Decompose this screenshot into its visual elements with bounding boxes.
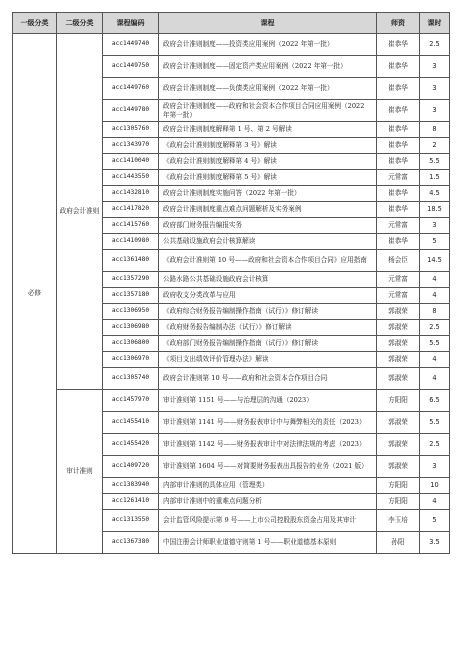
teacher-cell: 郭淑荣 xyxy=(377,456,420,478)
course-code-cell: acc1409720 xyxy=(103,456,159,478)
header-cat1: 一级分类 xyxy=(13,13,57,34)
course-title-cell: 政府会计准则制度重点难点问题解析及实务案例 xyxy=(159,202,377,218)
course-code-cell: acc1449780 xyxy=(103,100,159,122)
hours-cell: 5.5 xyxy=(420,412,450,434)
hours-cell: 4 xyxy=(420,272,450,288)
hours-cell: 8 xyxy=(420,304,450,320)
course-title-cell: 公路水路公共基础设施政府会计核算 xyxy=(159,272,377,288)
course-title-cell: 《政府会计准则第 10 号——政府和社会资本合作项目合同》应用指南 xyxy=(159,250,377,272)
hours-cell: 3 xyxy=(420,218,450,234)
teacher-cell: 崔恭华 xyxy=(377,100,420,122)
course-code-cell: acc1367380 xyxy=(103,532,159,554)
course-code-cell: acc1305760 xyxy=(103,122,159,138)
teacher-cell: 李玉培 xyxy=(377,510,420,532)
teacher-cell: 孙阳 xyxy=(377,532,420,554)
course-title-cell: 会计监管风险提示第 9 号——上市公司控股股东资金占用及其审计 xyxy=(159,510,377,532)
course-code-cell: acc1313550 xyxy=(103,510,159,532)
teacher-cell: 崔恭华 xyxy=(377,234,420,250)
course-title-cell: 政府会计准则制度——政府和社会资本合作项目合同应用案例（2022 年第一批） xyxy=(159,100,377,122)
course-title-cell: 《政府部门财务报告编制操作指南（试行）》修订解读 xyxy=(159,336,377,352)
teacher-cell: 崔恭华 xyxy=(377,34,420,56)
course-title-cell: 政府会计准则制度——负债类应用案例（2022 年第一批） xyxy=(159,78,377,100)
hours-cell: 2.5 xyxy=(420,434,450,456)
header-hours: 课时 xyxy=(420,13,450,34)
teacher-cell: 郭淑荣 xyxy=(377,336,420,352)
teacher-cell: 郭淑荣 xyxy=(377,412,420,434)
course-title-cell: 审计准则第 1151 号——与治理层的沟通（2023） xyxy=(159,390,377,412)
course-code-cell: acc1449740 xyxy=(103,34,159,56)
teacher-cell: 元常富 xyxy=(377,218,420,234)
table-row xyxy=(13,390,450,412)
teacher-cell: 元常富 xyxy=(377,170,420,186)
course-title-cell: 中国注册会计师职业道德守则第 1 号——职业道德基本原则 xyxy=(159,532,377,554)
course-title-cell: 政府会计准则制度——投资类应用案例（2022 年第一批） xyxy=(159,34,377,56)
category-level2-cell: 政府会计准则 xyxy=(57,34,103,390)
hours-cell: 2.5 xyxy=(420,320,450,336)
course-title-cell: 政府会计准则制度——固定资产类应用案例（2022 年第一批） xyxy=(159,56,377,78)
course-code-cell: acc1306980 xyxy=(103,320,159,336)
course-title-cell: 《政府会计准则制度解释第 5 号》解读 xyxy=(159,170,377,186)
course-code-cell: acc1443550 xyxy=(103,170,159,186)
hours-cell: 4 xyxy=(420,288,450,304)
hours-cell: 2.5 xyxy=(420,34,450,56)
course-code-cell: acc1457970 xyxy=(103,390,159,412)
course-title-cell: 公共基础设施政府会计核算解读 xyxy=(159,234,377,250)
course-title-cell: 《项目支出绩效评价管理办法》解读 xyxy=(159,352,377,368)
table-header-row xyxy=(13,13,450,34)
category-level1-cell: 必修 xyxy=(13,34,57,554)
hours-cell: 6.5 xyxy=(420,390,450,412)
hours-cell: 8 xyxy=(420,122,450,138)
hours-cell: 14.5 xyxy=(420,250,450,272)
course-title-cell: 政府部门财务报告编报实务 xyxy=(159,218,377,234)
course-code-cell: acc1357180 xyxy=(103,288,159,304)
course-code-cell: acc1432810 xyxy=(103,186,159,202)
course-title-cell: 政府会计准则制度解释第 1 号、第 2 号解读 xyxy=(159,122,377,138)
teacher-cell: 方阳阳 xyxy=(377,494,420,510)
teacher-cell: 崔恭华 xyxy=(377,56,420,78)
hours-cell: 3.5 xyxy=(420,532,450,554)
table-row xyxy=(13,34,450,56)
course-title-cell: 内部审计准则中的重难点问题分析 xyxy=(159,494,377,510)
header-cat2: 二级分类 xyxy=(57,13,103,34)
table-body xyxy=(13,34,450,554)
teacher-cell: 方阳阳 xyxy=(377,478,420,494)
hours-cell: 5.5 xyxy=(420,154,450,170)
hours-cell: 4 xyxy=(420,368,450,390)
course-title-cell: 审计准则第 1142 号——财务报表审计中对法律法规的考虑（2023） xyxy=(159,434,377,456)
header-teacher: 师资 xyxy=(377,13,420,34)
course-title-cell: 《政府综合财务报告编制操作指南（试行）》修订解读 xyxy=(159,304,377,320)
course-code-cell: acc1415760 xyxy=(103,218,159,234)
course-code-cell: acc1455410 xyxy=(103,412,159,434)
course-title-cell: 《政府会计准则制度解释第 3 号》解读 xyxy=(159,138,377,154)
teacher-cell: 郭淑荣 xyxy=(377,434,420,456)
course-code-cell: acc1306950 xyxy=(103,304,159,320)
course-title-cell: 内部审计准则的具体应用（管理类） xyxy=(159,478,377,494)
hours-cell: 2 xyxy=(420,138,450,154)
teacher-cell: 方阳阳 xyxy=(377,390,420,412)
course-table xyxy=(12,12,450,554)
teacher-cell: 崔恭华 xyxy=(377,154,420,170)
hours-cell: 10 xyxy=(420,478,450,494)
hours-cell: 4.5 xyxy=(420,186,450,202)
course-code-cell: acc1383940 xyxy=(103,478,159,494)
course-code-cell: acc1361480 xyxy=(103,250,159,272)
header-course: 课程 xyxy=(159,13,377,34)
course-code-cell: acc1410980 xyxy=(103,234,159,250)
teacher-cell: 元常富 xyxy=(377,272,420,288)
course-code-cell: acc1343970 xyxy=(103,138,159,154)
teacher-cell: 郭淑荣 xyxy=(377,368,420,390)
course-code-cell: acc1357290 xyxy=(103,272,159,288)
teacher-cell: 崔恭华 xyxy=(377,78,420,100)
teacher-cell: 元常富 xyxy=(377,288,420,304)
hours-cell: 4 xyxy=(420,352,450,368)
hours-cell: 5.5 xyxy=(420,336,450,352)
course-title-cell: 审计准则第 1604 号——对简要财务报表出具报告的业务（2021 版） xyxy=(159,456,377,478)
hours-cell: 4 xyxy=(420,494,450,510)
course-code-cell: acc1306800 xyxy=(103,336,159,352)
teacher-cell: 杨会臣 xyxy=(377,250,420,272)
course-code-cell: acc1305740 xyxy=(103,368,159,390)
course-code-cell: acc1261410 xyxy=(103,494,159,510)
course-code-cell: acc1449760 xyxy=(103,78,159,100)
course-title-cell: 政府会计准则第 10 号——政府和社会资本合作项目合同 xyxy=(159,368,377,390)
teacher-cell: 郭淑荣 xyxy=(377,320,420,336)
hours-cell: 5 xyxy=(420,510,450,532)
course-code-cell: acc1306970 xyxy=(103,352,159,368)
category-level2-cell: 审计准则 xyxy=(57,390,103,554)
course-title-cell: 政府收支分类改革与应用 xyxy=(159,288,377,304)
course-code-cell: acc1455420 xyxy=(103,434,159,456)
hours-cell: 3 xyxy=(420,100,450,122)
teacher-cell: 崔恭华 xyxy=(377,202,420,218)
hours-cell: 3 xyxy=(420,78,450,100)
course-code-cell: acc1417820 xyxy=(103,202,159,218)
course-catalog xyxy=(12,12,449,554)
course-code-cell: acc1410040 xyxy=(103,154,159,170)
course-title-cell: 《政府财务报告编制办法（试行）》修订解读 xyxy=(159,320,377,336)
hours-cell: 5 xyxy=(420,234,450,250)
teacher-cell: 崔恭华 xyxy=(377,138,420,154)
hours-cell: 3 xyxy=(420,456,450,478)
course-title-cell: 审计准则第 1141 号——财务报表审计中与舞弊相关的责任（2023） xyxy=(159,412,377,434)
teacher-cell: 崔恭华 xyxy=(377,186,420,202)
course-code-cell: acc1449750 xyxy=(103,56,159,78)
teacher-cell: 崔恭华 xyxy=(377,122,420,138)
teacher-cell: 郭淑荣 xyxy=(377,304,420,320)
teacher-cell: 郭淑荣 xyxy=(377,352,420,368)
hours-cell: 3 xyxy=(420,56,450,78)
hours-cell: 18.5 xyxy=(420,202,450,218)
course-title-cell: 《政府会计准则制度解释第 4 号》解读 xyxy=(159,154,377,170)
course-title-cell: 政府会计准则制度实施问答（2022 年第一批） xyxy=(159,186,377,202)
header-code: 课程编码 xyxy=(103,13,159,34)
hours-cell: 1.5 xyxy=(420,170,450,186)
